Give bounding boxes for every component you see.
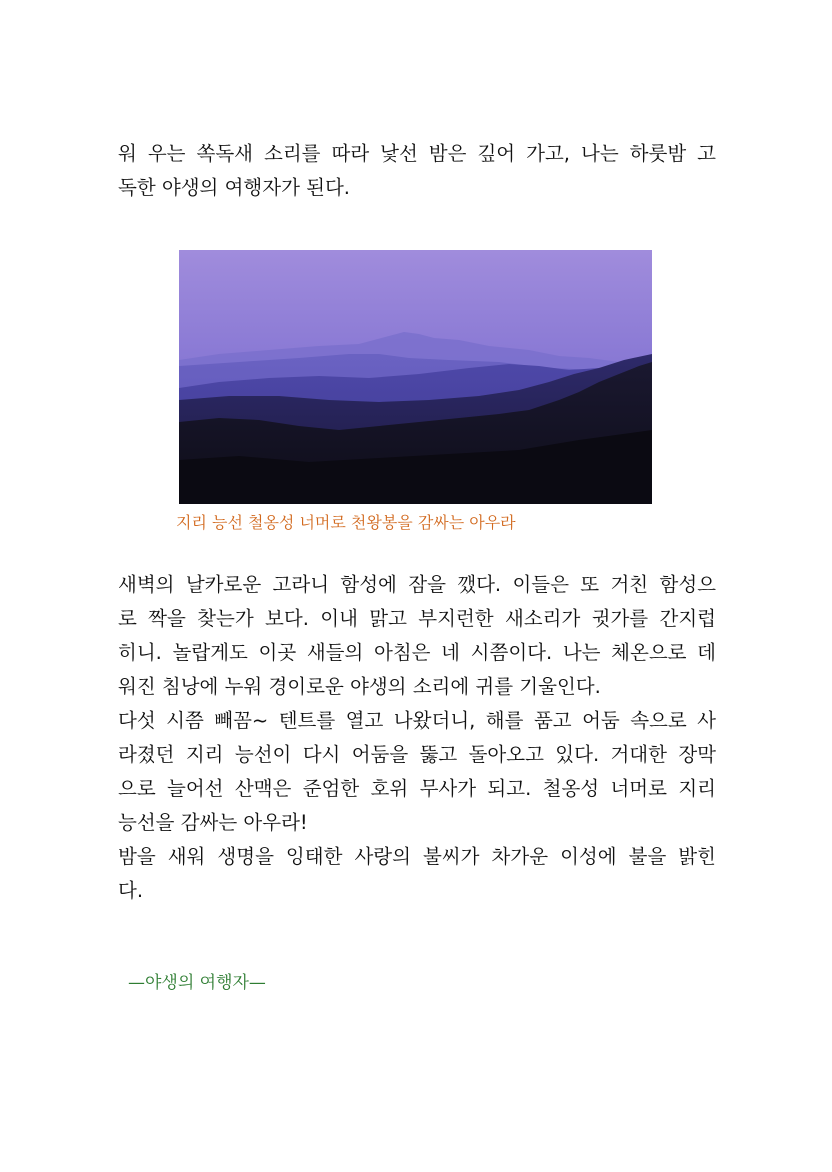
text-line: 다. [118,879,144,902]
text-line: 능선을 감싸는 아우라! [118,811,308,834]
text-line: 밤을 새워 생명을 잉태한 사랑의 불씨가 차가운 이성에 불을 밝힌 [118,845,716,868]
mountain-landscape-image [179,250,652,504]
photo-caption: 지리 능선 철옹성 너머로 천왕봉을 감싸는 아우라 [176,513,516,532]
text-line: 으로 늘어선 산맥은 준엄한 호위 무사가 되고. 철옹성 너머로 지리 [118,777,716,800]
text-line: 로 짝을 찾는가 보다. 이내 맑고 부지런한 새소리가 귓가를 간지럽 [118,607,716,630]
text-line: 히니. 놀랍게도 이곳 새들의 아침은 네 시쯤이다. 나는 체온으로 데 [118,641,716,664]
text-line: 워진 침낭에 누워 경이로운 야생의 소리에 귀를 기울인다. [118,675,601,698]
text-line: 독한 야생의 여행자가 된다. [118,176,351,199]
mountain-photo [179,250,652,504]
intro-paragraph [118,137,716,205]
text-line: 라졌던 지리 능선이 다시 어둠을 뚫고 돌아오고 있다. 거대한 장막 [118,743,716,766]
author-signature: —야생의 여행자— [128,973,266,993]
text-line: 새벽의 날카로운 고라니 함성에 잠을 깼다. 이들은 또 거친 함성으 [118,573,716,596]
body-paragraph [118,568,716,908]
text-line: 워 우는 쏙독새 소리를 따라 낯선 밤은 깊어 가고, 나는 하룻밤 고 [118,142,716,165]
text-line: 다섯 시쯤 빼꼼~ 텐트를 열고 나왔더니, 해를 품고 어둠 속으로 사 [118,709,716,732]
